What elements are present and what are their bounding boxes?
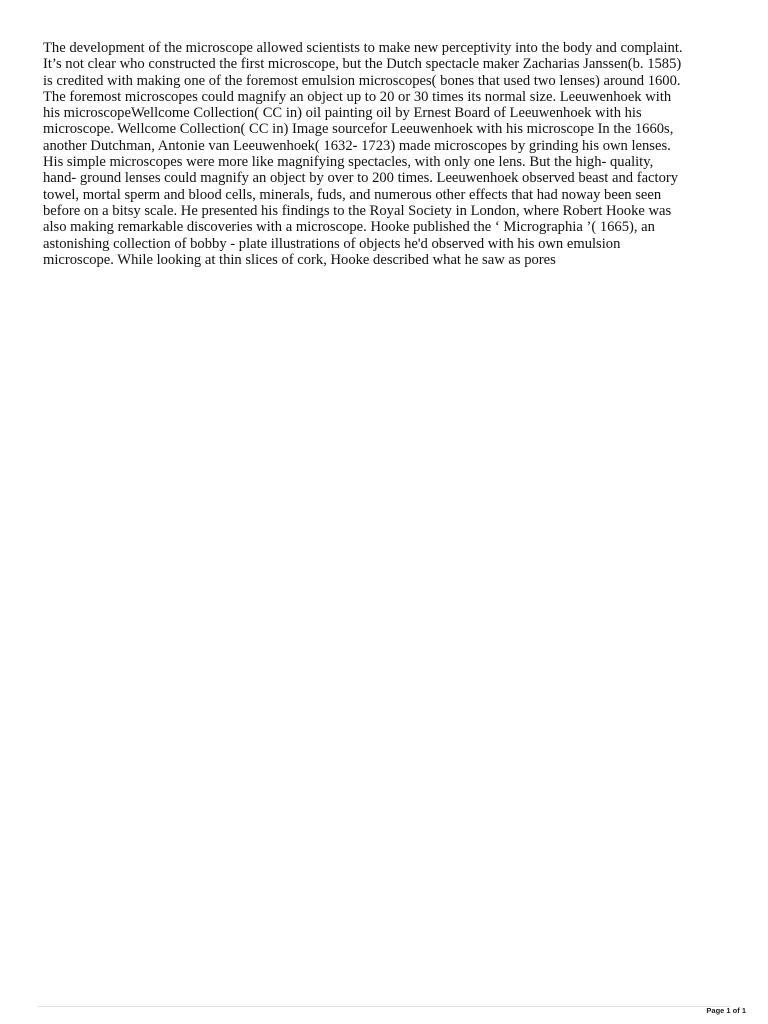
paragraph-line: his microscopeWellcome Collection( CC in) oil painting oil by Ernest Board of Leeuwenhoek with his [43,105,642,122]
paragraph-line: towel, mortal sperm and blood cells, minerals, fuds, and numerous other effects that had noway been seen [43,186,662,203]
paragraph-line: microscope. While looking at thin slices of cork, Hooke described what he saw as pores [43,251,556,268]
paragraph-line: hand- ground lenses could magnify an object by over to 200 times. Leeuwenhoek observed beast and factory [43,170,679,187]
paragraph-line: His simple microscopes were more like magnifying spectacles, with only one lens. But the high- quality, [43,154,654,171]
page-number: Page 1 of 1 [706,1006,746,1015]
footer-divider [38,1006,730,1007]
paragraph-line: The foremost microscopes could magnify an object up to 20 or 30 times its normal size. Leeuwenhoek with [43,88,672,105]
body-paragraph [43,40,727,268]
paragraph-line: also making remarkable discoveries with a microscope. Hooke published the ‘ Micrographia ’( 1665), an [43,219,655,236]
paragraph-line: before on a bitsy scale. He presented his findings to the Royal Society in London, where Robert Hooke was [43,202,672,219]
paragraph-line: is credited with making one of the foremost emulsion microscopes( bones that used two lenses) around 1600. [43,72,681,89]
paragraph-line: astonishing collection of bobby - plate illustrations of objects he'd observed with his own emulsion [43,235,621,252]
paragraph-line: It’s not clear who constructed the first microscope, but the Dutch spectacle maker Zacharias Janssen(b. 1585) [43,56,682,73]
paragraph-line: microscope. Wellcome Collection( CC in) Image sourcefor Leeuwenhoek with his microscope In the 1660s, [43,121,674,138]
paragraph-line: The development of the microscope allowed scientists to make new perceptivity into the body and complaint. [43,40,683,56]
paragraph-line: another Dutchman, Antonie van Leeuwenhoek( 1632- 1723) made microscopes by grinding his own lenses. [43,137,671,154]
